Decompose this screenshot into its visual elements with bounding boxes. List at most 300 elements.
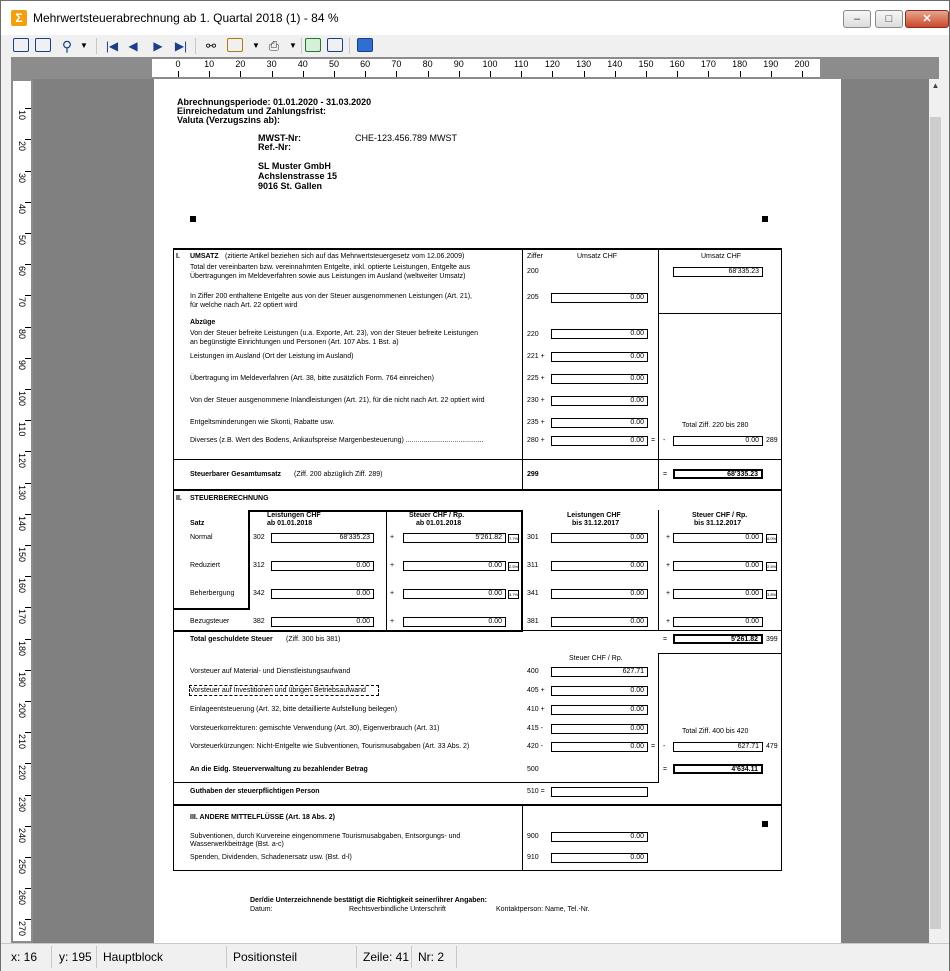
status-separator (226, 946, 227, 968)
ruler-label: 180 (17, 640, 27, 656)
r221-text: Leistungen im Ausland (Ort der Leistung im Ausland) (190, 353, 354, 360)
ruler-label: 190 (763, 59, 779, 69)
frame-top (173, 248, 782, 250)
r500-label: An die Eidg. Steuerverwaltung zu bezahlender Betrag (190, 766, 368, 773)
ruler-tick (25, 826, 31, 827)
rate-field-old[interactable]: 0.00 (551, 617, 648, 627)
ruler-label: 150 (17, 547, 27, 563)
rate-label: Bezugsteuer (190, 618, 230, 625)
status-x: x: 16 (11, 950, 38, 964)
ruler-label: 50 (328, 59, 340, 69)
frame-right (781, 249, 782, 871)
ruler-tick (25, 295, 31, 296)
title-bar (1, 1, 949, 35)
ruler-tick (25, 919, 31, 920)
period-line: Abrechnungsperiode: 01.01.2020 - 31.03.2020 (177, 97, 372, 107)
grid-line (658, 653, 659, 783)
r910-no: 910 (527, 854, 539, 861)
r220-text: Von der Steuer befreite Leistungen (u.a. Exporte, Art. 23), von der Steuer befreite Leistungen (190, 330, 478, 337)
toolbar (1, 35, 949, 57)
ruler-tick (25, 389, 31, 390)
ruler-tick (240, 71, 241, 77)
rate-field-old[interactable]: 0.00 (551, 533, 648, 543)
ruler-tick (272, 71, 273, 77)
rate-code: 302 (253, 534, 265, 541)
r405-field[interactable]: 0.00 (551, 686, 648, 696)
status-block: Hauptblock (103, 950, 164, 964)
ruler-label: 130 (576, 59, 592, 69)
export-icon[interactable] (227, 38, 243, 52)
status-line: Zeile: 41 (363, 950, 410, 964)
ruler-tick (25, 139, 31, 140)
company-city: 9016 St. Gallen (258, 181, 323, 191)
grid-line (173, 782, 659, 783)
ruler-label: 80 (422, 59, 433, 69)
ruler-tick (365, 71, 366, 77)
s2-title: STEUERBERECHNUNG (190, 495, 269, 502)
status-separator (51, 946, 52, 968)
r221-no: 221 + (527, 353, 545, 360)
tax-field-old[interactable]: 0.00 (673, 617, 763, 627)
fold-mark (190, 216, 196, 222)
r235-text: Entgeltsminderungen wie Skonti, Rabatte usw. (190, 419, 335, 426)
close-button[interactable]: ✕ (905, 10, 949, 28)
r500-no: 500 (527, 766, 539, 773)
ruler-label: 220 (17, 765, 27, 781)
r420-field[interactable]: 0.00 (551, 742, 648, 752)
s2-title-no: II. (176, 495, 182, 502)
ruler-tick (459, 71, 460, 77)
dropdown-icon[interactable]: ▼ (80, 41, 88, 50)
s2-h4b: bis 31.12.2017 (694, 520, 742, 527)
ruler-label: 50 (17, 235, 27, 246)
toolbar-separator (301, 38, 302, 54)
ruler-label: 260 (17, 890, 27, 906)
total-tax-no: 399 (766, 636, 778, 643)
rate-code-old: 311 (527, 562, 539, 569)
r410-no: 410 + (527, 706, 545, 713)
rate-code-old: 341 (527, 590, 539, 597)
grid-line (658, 510, 659, 631)
ruler-label: 100 (482, 59, 498, 69)
company-street: Achslenstrasse 15 (258, 171, 338, 181)
r420-eq: = (651, 743, 656, 750)
status-separator (456, 946, 457, 968)
ruler-label: 140 (17, 515, 27, 531)
mwst-label: MWST-Nr: (258, 133, 301, 143)
ruler-tick (25, 420, 31, 421)
tax-field[interactable]: 5'261.82 (403, 533, 506, 543)
total-tax-field[interactable]: 5'261.82 (673, 634, 763, 644)
col-umsatz2: Umsatz CHF (701, 253, 742, 260)
plus-sign: + (390, 562, 395, 569)
ruler-label: 250 (17, 859, 27, 875)
valuta-line: Valuta (Verzugszins ab): (177, 115, 281, 125)
status-separator (356, 946, 357, 968)
col-divider (522, 249, 523, 489)
ruler-tick (25, 451, 31, 452)
ruler-tick (25, 171, 31, 172)
r510-label: Guthaben der steuerpflichtigen Person (190, 788, 320, 795)
ruler-label: 180 (732, 59, 748, 69)
find-icon[interactable]: ⚯ (205, 39, 217, 53)
exit-icon[interactable] (357, 38, 373, 52)
r200-field[interactable]: 68'335.23 (673, 267, 763, 277)
status-bar (1, 943, 949, 971)
print-icon[interactable]: ⎙ (268, 38, 280, 53)
s2-h1b: ab 01.01.2018 (267, 520, 313, 527)
ruler-tick (490, 71, 491, 77)
r205-text: In Ziffer 200 enthaltene Entgelte aus von der Steuer ausgenommenen Leistungen (Art. 21), (190, 293, 472, 300)
ruler-label: 140 (607, 59, 623, 69)
ruler-tick (25, 701, 31, 702)
ruler-tick (615, 71, 616, 77)
signature-confirm: Der/die Unterzeichnende bestätigt die Richtigkeit seiner/ihrer Angaben: (250, 897, 488, 904)
frame-left (173, 249, 174, 871)
r500-eq: = (663, 766, 668, 773)
status-separator (96, 946, 97, 968)
row-divider (173, 459, 782, 460)
ruler-tick (802, 71, 803, 77)
properties-icon[interactable] (327, 38, 343, 52)
r280-no: 280 + (527, 437, 545, 444)
r235-field[interactable]: 0.00 (551, 418, 648, 428)
ruler-label: 160 (669, 59, 685, 69)
total-tax-eq: = (663, 636, 668, 643)
s2-h2b: ab 01.01.2018 (416, 520, 462, 527)
scroll-up-icon[interactable]: ▲ (931, 81, 940, 90)
signature-sign: Rechtsverbindliche Unterschrift (349, 906, 446, 913)
total-tax-note: (Ziff. 300 bis 381) (286, 636, 341, 643)
company-name: SL Muster GmbH (258, 161, 331, 171)
rate-field[interactable]: 0.00 (271, 617, 374, 627)
ruler-label: 150 (638, 59, 654, 69)
ref-label: Ref.-Nr: (258, 142, 291, 152)
r225-field[interactable]: 0.00 (551, 374, 648, 384)
rate-code: 342 (253, 590, 265, 597)
r415-field[interactable]: 0.00 (551, 724, 648, 734)
ruler-label: 20 (17, 141, 27, 152)
ruler-tick (25, 857, 31, 858)
ruler-label: 110 (17, 422, 27, 437)
ruler-tick (25, 327, 31, 328)
window-title: Mehrwertsteuerabrechnung ab 1. Quartal 2018 (1) - 84 % (33, 11, 339, 25)
horizontal-ruler (11, 57, 939, 79)
s1-title: UMSATZ (190, 253, 219, 260)
first-page-icon[interactable]: |◀ (105, 39, 119, 53)
r500-field[interactable]: 4'634.11 (673, 764, 763, 774)
r221-field[interactable]: 0.00 (551, 352, 648, 362)
rate-field[interactable]: 68'335.23 (271, 533, 374, 543)
ruler-label: 270 (17, 921, 27, 937)
r299-label: Steuerbarer Gesamtumsatz (190, 471, 282, 478)
next-page-icon[interactable]: ▶ (153, 39, 163, 53)
rate-field[interactable]: 0.00 (271, 589, 374, 599)
ruler-label: 160 (17, 578, 27, 594)
r220-text-b: an begünstigte Einrichtungen und Personen (Art. 107 Abs. 1 Bst. a) (190, 339, 399, 346)
s2-h2a: Steuer CHF / Rp. (409, 512, 465, 519)
r225-text: Übertragung im Meldeverfahren (Art. 38, bitte zusätzlich Form. 764 einreichen) (190, 375, 434, 382)
ruler-label: 210 (17, 734, 27, 750)
tax-field[interactable]: 0.00 (403, 589, 506, 599)
rate-code: 382 (253, 618, 265, 625)
grid-line (523, 630, 782, 631)
tax-field-old[interactable]: 0.00 (673, 589, 763, 599)
r299-no: 299 (527, 471, 539, 478)
section-divider (173, 804, 782, 806)
ruler-label: 60 (17, 266, 27, 277)
page-view-icon[interactable] (13, 38, 29, 52)
ruler-label: 130 (17, 484, 27, 500)
rate-code-old: 381 (527, 618, 539, 625)
r400-text: Vorsteuer auf Material- und Dienstleistungsaufwand (190, 668, 351, 675)
ruler-tick (25, 545, 31, 546)
r230-text: Von der Steuer ausgenommene Inlandleistungen (Art. 21), für die nicht nach Art. 22 optiert wird (190, 397, 485, 404)
ruler-label: 30 (266, 59, 277, 69)
previous-page-icon[interactable]: ◀ (128, 39, 138, 53)
r900-text-b: Wasserwerkbeiträge (Bst. a-c) (190, 841, 284, 848)
ruler-tick (25, 514, 31, 515)
rate-percent-old: 8.0% (767, 536, 777, 541)
ruler-label: 240 (17, 827, 27, 843)
ruler-tick (25, 732, 31, 733)
rate-field-old[interactable]: 0.00 (551, 561, 648, 571)
ruler-label: 170 (700, 59, 716, 69)
due-line: Einreichedatum und Zahlungsfrist: (177, 106, 327, 116)
preview-area[interactable] (33, 79, 929, 943)
r299-eq: = (663, 471, 668, 478)
ruler-label: 10 (204, 59, 215, 69)
ruler-label: 80 (17, 328, 27, 339)
toolbar-separator (349, 38, 350, 54)
r400-field[interactable]: 627.71 (551, 667, 648, 677)
s1-title-note: (zitierte Artikel beziehen sich auf das Mehrwertsteuergesetz vom 12.06.2009) (225, 253, 465, 260)
ruler-tick (25, 108, 31, 109)
col-ziffer: Ziffer (527, 253, 543, 260)
ruler-label: 40 (17, 203, 27, 214)
ruler-label: 190 (17, 671, 27, 687)
r280-minus: - (663, 437, 666, 444)
r220-field[interactable]: 0.00 (551, 329, 648, 339)
ruler-label: 70 (391, 59, 402, 69)
total-tax-label: Total geschuldete Steuer (190, 636, 273, 643)
row-divider (658, 313, 782, 314)
ruler-label: 90 (453, 59, 464, 69)
ruler-tick (25, 639, 31, 640)
r405-no: 405 + (527, 687, 545, 694)
r235-no: 235 + (527, 419, 545, 426)
document-page (154, 79, 841, 943)
fold-mark (762, 216, 768, 222)
status-y: y: 195 (59, 950, 92, 964)
ruler-tick (178, 71, 179, 77)
ruler-label: 100 (17, 391, 27, 407)
r280-field[interactable]: 0.00 (551, 436, 648, 446)
r910-text: Spenden, Dividenden, Schadenersatz usw. (Bst. d-l) (190, 854, 352, 861)
ruler-tick (25, 888, 31, 889)
status-nr: Nr: 2 (418, 950, 445, 964)
plus-sign: + (390, 534, 395, 541)
dropdown-icon[interactable]: ▼ (252, 41, 260, 50)
vertical-scrollbar[interactable] (929, 79, 942, 943)
grid-line (248, 510, 250, 610)
ruler-label: 60 (360, 59, 371, 69)
ruler-label: 40 (297, 59, 308, 69)
ruler-tick (25, 483, 31, 484)
ruler-label: 10 (17, 110, 27, 121)
last-page-icon[interactable]: ▶| (174, 39, 188, 53)
ruler-tick (25, 607, 31, 608)
ruler-label: 200 (17, 703, 27, 719)
r900-no: 900 (527, 833, 539, 840)
s2-satz: Satz (190, 520, 205, 527)
grid-line (173, 630, 523, 632)
rate-field[interactable]: 0.00 (271, 561, 374, 571)
vertical-ruler (11, 79, 33, 943)
ruler-tick (25, 670, 31, 671)
r900-text: Subventionen, durch Kurvereine eingenommene Tourismusabgaben, Entsorgungs- und (190, 833, 461, 840)
r910-field[interactable]: 0.00 (551, 853, 648, 863)
r280-text: Diverses (z.B. Wert des Bodens, Ankaufspreise Margenbesteuerung) ........................................ (190, 437, 484, 444)
grid-line (658, 653, 782, 654)
r420-text: Vorsteuerkürzungen: Nicht-Entgelte wie Subventionen, Tourismusabgaben (Art. 33 Abs. 2) (190, 743, 470, 750)
s2-h3a: Leistungen CHF (567, 512, 621, 519)
ruler-tick (552, 71, 553, 77)
rate-percent: 3.7% (509, 592, 519, 597)
col-umsatz: Umsatz CHF (577, 253, 618, 260)
ruler-tick (334, 71, 335, 77)
plus-sign: + (666, 590, 671, 597)
ruler-tick (396, 71, 397, 77)
abzuege-heading: Abzüge (190, 319, 216, 326)
ruler-label: 30 (17, 172, 27, 183)
r479-no: 479 (766, 743, 778, 750)
scroll-thumb[interactable] (930, 117, 941, 929)
r510-field[interactable] (551, 787, 648, 797)
s2-h3b: bis 31.12.2017 (572, 520, 620, 527)
r415-text: Vorsteuerkorrekturen: gemischte Verwendung (Art. 30), Eigenverbrauch (Art. 31) (190, 725, 440, 732)
tax-field-old[interactable]: 0.00 (673, 561, 763, 571)
ruler-tick (646, 71, 647, 77)
dropdown-icon[interactable]: ▼ (289, 41, 297, 50)
ruler-tick (25, 795, 31, 796)
rate-field-old[interactable]: 0.00 (551, 589, 648, 599)
r420-no: 420 - (527, 743, 543, 750)
ruler-label: 120 (17, 453, 27, 469)
zoom-icon[interactable]: ⚲ (61, 38, 73, 54)
r900-field[interactable]: 0.00 (551, 832, 648, 842)
rate-label: Beherbergung (190, 590, 235, 597)
fold-mark (762, 821, 768, 827)
rate-percent-old: 2.5% (767, 564, 777, 569)
excel-icon[interactable] (305, 38, 321, 52)
r205-no: 205 (527, 294, 539, 301)
col-divider (658, 249, 659, 489)
r200-text: Total der vereinbarten bzw. vereinnahmten Entgelte, inkl. optierte Leistungen, Entgelte aus (190, 264, 471, 271)
grid-line (521, 510, 523, 631)
r415-no: 415 - (527, 725, 543, 732)
toolbar-separator (96, 38, 97, 54)
rate-code-old: 301 (527, 534, 539, 541)
status-section: Positionsteil (233, 950, 298, 964)
ruler-tick (25, 264, 31, 265)
r299-field[interactable]: 68'335.23 (673, 469, 763, 479)
ruler-label: 0 (175, 59, 181, 69)
total-400-420-label: Total Ziff. 400 bis 420 (682, 728, 749, 735)
ruler-label: 200 (794, 59, 810, 69)
ruler-tick (303, 71, 304, 77)
r220-no: 220 (527, 331, 539, 338)
r510-no: 510 = (527, 788, 545, 795)
tax-field[interactable]: 0.00 (403, 561, 506, 571)
r230-no: 230 + (527, 397, 545, 404)
ruler-tick (740, 71, 741, 77)
s2-h1a: Leistungen CHF (267, 512, 321, 519)
signature-date: Datum: (250, 906, 273, 913)
rate-code: 312 (253, 562, 265, 569)
r289-no: 289 (766, 437, 778, 444)
maximize-button[interactable]: □ (875, 10, 903, 28)
r205-field[interactable]: 0.00 (551, 293, 648, 303)
ruler-label: 90 (17, 359, 27, 370)
r289-field[interactable]: 0.00 (673, 436, 763, 446)
ruler-tick (25, 358, 31, 359)
s3-title: III. ANDERE MITTELFLÜSSE (Art. 18 Abs. 2) (190, 814, 335, 821)
rate-label: Normal (190, 534, 213, 541)
two-page-icon[interactable] (35, 38, 51, 52)
ruler-tick (25, 763, 31, 764)
app-icon: Σ (11, 10, 27, 26)
ruler-tick (209, 71, 210, 77)
tax-field-old[interactable]: 0.00 (673, 533, 763, 543)
r420-minus: - (663, 743, 666, 750)
minimize-button[interactable]: – (843, 10, 871, 28)
ruler-label: 70 (17, 297, 27, 308)
ruler-tick (521, 71, 522, 77)
total-220-280-label: Total Ziff. 220 bis 280 (682, 422, 749, 429)
rate-percent-old: 3.8% (767, 592, 777, 597)
ruler-tick (428, 71, 429, 77)
r405-text: Vorsteuer auf Investitionen und übrigen Betriebsaufwand (190, 687, 366, 694)
r280-eq: = (651, 437, 656, 444)
r410-text: Einlageentsteuerung (Art. 32, bitte detaillierte Aufstellung beilegen) (190, 706, 398, 713)
r230-field[interactable]: 0.00 (551, 396, 648, 406)
ruler-tick (25, 233, 31, 234)
plus-sign: + (666, 562, 671, 569)
ruler-tick (708, 71, 709, 77)
ruler-tick (771, 71, 772, 77)
rate-percent: 2.5% (509, 564, 519, 569)
r410-field[interactable]: 0.00 (551, 705, 648, 715)
plus-sign: + (390, 618, 395, 625)
r299-note: (Ziff. 200 abzüglich Ziff. 289) (294, 471, 383, 478)
plus-sign: + (666, 534, 671, 541)
plus-sign: + (390, 590, 395, 597)
r479-field[interactable]: 627.71 (673, 742, 763, 752)
section-divider (173, 489, 782, 491)
ruler-tick (25, 202, 31, 203)
ruler-label: 120 (544, 59, 560, 69)
s1-title-no: I. (176, 253, 180, 260)
status-separator (411, 946, 412, 968)
tax-field[interactable]: 0.00 (403, 617, 506, 627)
r200-text-b: Übertragungen im Meldeverfahren sowie aus Leistungen im Ausland (weltweiter Umsatz) (190, 273, 466, 280)
frame-bottom (173, 870, 782, 871)
r400-no: 400 (527, 668, 539, 675)
ruler-label: 170 (17, 609, 27, 625)
ruler-label: 230 (17, 796, 27, 812)
ruler-tick (25, 576, 31, 577)
